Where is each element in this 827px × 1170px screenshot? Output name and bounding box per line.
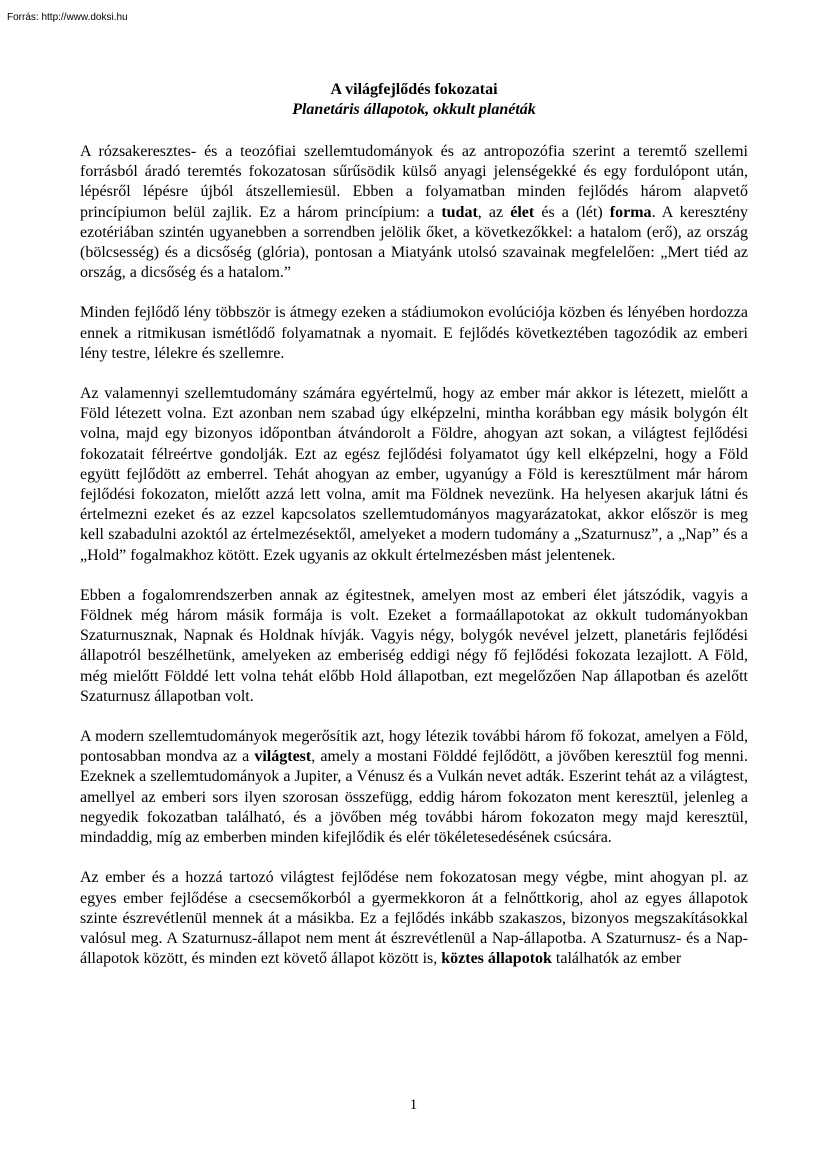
paragraph <box>80 586 748 707</box>
paragraph <box>80 303 748 364</box>
text-run: Ebben a fogalomrendszerben annak az égitestnek, amelyen most az emberi élet játszódik, vagyis a Földnek még három másik formája is volt. Ezeket a formaállapotokat az okkult tudományokban Szaturnusznak, Napnak és Holdnak hívják. Vagyis négy, bolygók nevével jelzett, planetáris fejlődési állapotról beszélhetünk, amelyeken az emberiség eddigi négy fő fejlődési fokozata lezajlott. A Föld, még mielőtt Földdé lett volna tehát előbb Hold állapotban, ezt megelőzően Nap állapotban és azelőtt Szaturnusz állapotban volt. <box>80 586 748 705</box>
bold-term: forma <box>609 203 652 221</box>
paragraph <box>80 727 748 848</box>
page-number: 1 <box>409 1097 418 1113</box>
document-subtitle: Planetáris állapotok, okkult planéták <box>292 101 536 118</box>
text-run: Az ember és a hozzá tartozó világtest fejlődése nem fokozatosan megy végbe, mint ahogyan pl. az egyes ember fejlődése a csecsemőkorból a gyermekkoron át a felnőttkorig, ahol az egyes állapotok szinte észrevétlenül mennek át a másikba. Ez a fejlődés inkább szakaszos, bizonyos megszakításokkal valósul meg. A Szaturnusz-állapot nem ment át észrevétlenül a Nap-állapotba. A Szaturnusz- és a Nap-állapotok között, és minden ezt követő állapot között is, <box>80 869 748 968</box>
paragraph <box>80 384 748 566</box>
text-run: Az valamennyi szellemtudomány számára egyértelmű, hogy az ember már akkor is létezett, mielőtt a Föld létezett volna. Ezt azonban nem szabad úgy elképzelni, mintha korábban egy másik bolygón élt volna, majd egy bizonyos időpontban átvándorolt a Földre, ahogyan azt sokan, a világtest fejlődési fokozatait félreértve gondolják. Ezt az egész fejlődési folyamatot úgy kell elképzelni, hogy a Föld együtt fejlődött az emberrel. Tehát ahogyan az ember, ugyanúgy a Föld is keresztülment már három fejlődési fokozaton, mielőtt azzá lett volna, amit ma Földnek nevezünk. Ha helyesen akarjuk látni és értelmezni ezeket és az ezzel kapcsolatos szellemtudományos magyarázatokat, akkor először is meg kell szabadulni azoktól az értelmezésektől, amelyeket a modern tudomány a „Szaturnusz”, a „Nap” és a „Hold” fogalmakhoz kötött. Ezek ugyanis az okkult értelmezésben mást jelentenek. <box>80 385 748 564</box>
source-url: Forrás: http://www.doksi.hu <box>7 12 128 23</box>
text-run: találhatók az ember <box>551 950 682 968</box>
document-page <box>80 80 748 989</box>
text-run: , az <box>477 203 511 221</box>
bold-term: tudat <box>441 203 478 221</box>
document-title: A világfejlődés fokozatai <box>330 81 498 98</box>
text-run: . A keresztény ezotériában szintén ugyanebben a sorrendben jelölik őket, a következőkkel: a hatalom (erő), az ország (bölcsesség) és a dicsőség (glória), pontosan a Miatyánk utolsó szavainak megfelelően: „Mert tiéd az ország, a dicsőség és a hatalom.” <box>80 203 749 282</box>
paragraph <box>80 868 748 969</box>
text-run: , amely a mostani Földdé fejlődött, a jövőben keresztül fog menni. Ezeknek a szellemtudományok a Jupiter, a Vénusz és a Vulkán nevet adták. Eszerint tehát az a világtest, amellyel az emberi sors ilyen szorosan összefügg, eddig három fokozaton ment keresztül, jelenleg a negyedik fokozatban található, és a jövőben még további három fokozaton megy majd keresztül, mindaddig, míg az emberben minden kifejlődik és elér tökéletesedésének csúcsára. <box>80 748 748 847</box>
paragraph <box>80 142 748 283</box>
text-run: A modern szellemtudományok megerősítik azt, hogy létezik további három fő fokozat, amelyen a Föld, pontosabban mondva az a <box>80 728 748 766</box>
bold-term: világtest <box>254 748 312 766</box>
text-run: A rózsakeresztes- és a teozófiai szellemtudományok és az antropozófia szerint a teremtő szellemi forrásból áradó teremtés fokozatosan sűrűsödik külső anyagi jelenségekké és egy fordulópont után, lépésről lépésre újból átszellemiesül. Ebben a folyamatban minden fejlődés három alapvető princípiumon belül zajlik. Ez a három princípium: a <box>80 143 748 221</box>
bold-term: élet <box>510 203 535 221</box>
bold-term: köztes állapotok <box>441 950 552 968</box>
text-run: és a (lét) <box>534 203 610 221</box>
text-run: Minden fejlődő lény többször is átmegy ezeken a stádiumokon evolúciója közben és lényében hordozza ennek a ritmikusan ismétlődő folyamatnak a nyomait. E fejlődés következtében tagozódik az emberi lény testre, lélekre és szellemre. <box>80 304 748 362</box>
document-body <box>80 142 748 969</box>
